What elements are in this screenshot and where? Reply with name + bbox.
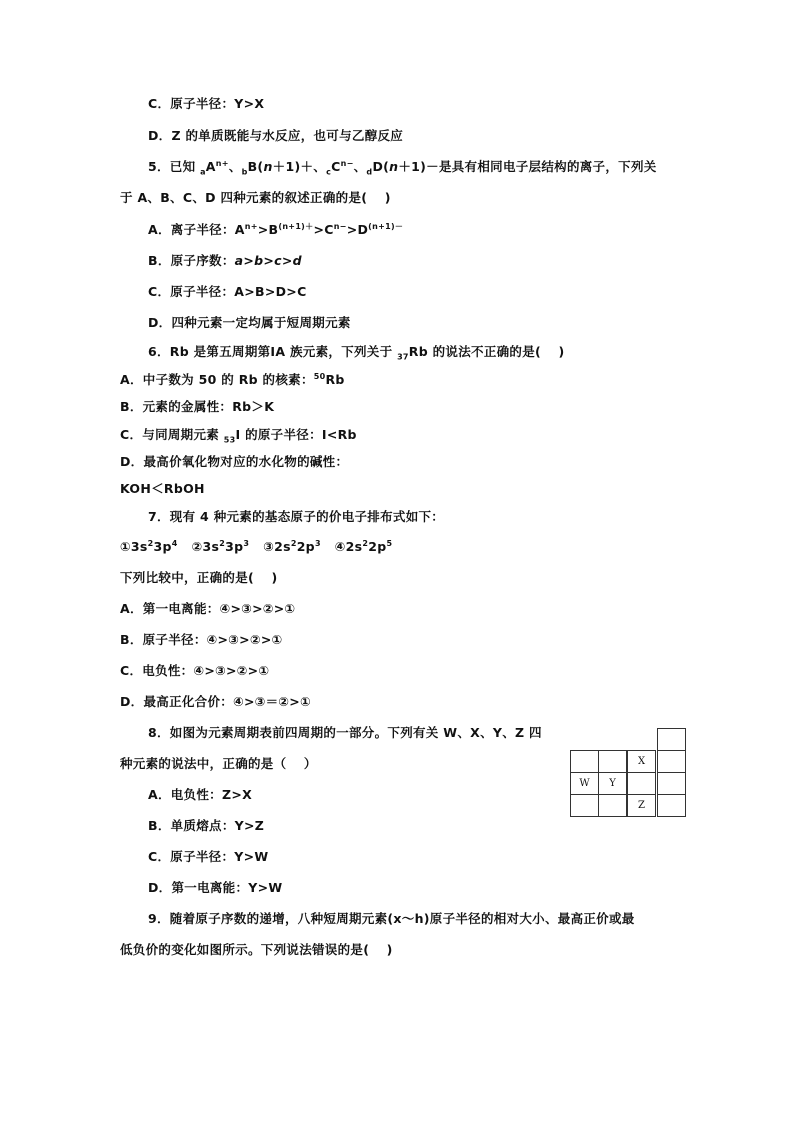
q6-option-b: B．元素的金属性：Rb＞K [120, 399, 275, 414]
table-cell [657, 794, 686, 817]
charge: n− [333, 221, 347, 231]
text: Rb 的说法不正确的是( ) [408, 344, 565, 359]
q6-option-c [120, 426, 357, 444]
q5-d-subscript: d [366, 167, 373, 177]
text: >C [313, 222, 334, 237]
q5-c-symbol: C [331, 159, 341, 174]
text: >D [346, 222, 369, 237]
table-cell-x: X [627, 750, 656, 773]
text: A．离子半径：A [148, 222, 245, 237]
periodic-table-fragment [570, 728, 686, 818]
q6-option-a [120, 371, 345, 389]
q6-option-d: D．最高价氧化物对应的水化物的碱性： [120, 454, 349, 469]
atomic-number: 37 [397, 352, 409, 362]
q8-option-b: B．单质熔点：Y>Z [148, 818, 265, 833]
text: >B [257, 222, 279, 237]
table-cell [570, 750, 599, 773]
q9-stem-line1: 9．随着原子序数的递增，八种短周期元素(x～h)原子半径的相对大小、最高正价或最 [148, 911, 635, 926]
text: C．与同周期元素 [120, 427, 224, 442]
q7-configurations [120, 538, 392, 556]
charge: (n+1)＋ [278, 221, 314, 231]
q5-b-n: n [263, 159, 273, 174]
q8-stem-line1: 8．如图为元素周期表前四周期的一部分。下列有关 W、X、Y、Z 四 [148, 725, 542, 740]
q5-option-a [148, 221, 403, 239]
charge: n+ [244, 221, 258, 231]
q5-option-b [148, 252, 302, 270]
table-cell [570, 794, 599, 817]
q5-sep: 、 [353, 159, 367, 174]
config-3: $③2s^22p^3$ [263, 538, 321, 554]
q8-option-c: C．原子半径：Y>W [148, 849, 269, 864]
q5-a-charge: n+ [215, 158, 229, 168]
table-cell [598, 750, 627, 773]
table-cell [598, 794, 627, 817]
q7-option-c: C．电负性：④>③>②>① [120, 663, 270, 678]
q5-option-c: C．原子半径：A>B>D>C [148, 284, 307, 299]
table-cell [657, 728, 686, 751]
q8-option-d: D．第一电离能：Y>W [148, 880, 283, 895]
q5-c-subscript: c [326, 167, 332, 177]
q5-a-symbol: A [205, 159, 216, 174]
q4-option-d: D．Z 的单质既能与水反应，也可与乙醇反应 [148, 128, 404, 143]
mass-number: 50 [313, 371, 326, 381]
q5-stem-text: 5．已知 [148, 159, 201, 174]
table-cell-y: Y [598, 772, 627, 795]
config-1: $①3s^23p^4$ [120, 538, 178, 554]
q5-d-charge: ＋1)－是具有相同电子层结构的离子，下列关 [398, 159, 657, 174]
q5-sep: 、 [228, 159, 242, 174]
q5-b-symbol: B( [247, 159, 264, 174]
q6-option-d-cont: KOH＜RbOH [120, 481, 205, 496]
q8-stem-line2: 种元素的说法中，正确的是（ ） [120, 756, 317, 771]
table-cell [627, 772, 656, 795]
text: Rb [325, 372, 345, 387]
q5-b-charge: ＋1)＋、 [272, 159, 327, 174]
q7-option-a: A．第一电离能：④>③>②>① [120, 601, 296, 616]
q8-option-a: A．电负性：Z>X [148, 787, 253, 802]
order-expression: a>b>c>d [234, 253, 302, 268]
q5-option-d: D．四种元素一定均属于短周期元素 [148, 315, 351, 330]
atomic-number: 53 [223, 435, 236, 445]
q7-option-b: B．原子半径：④>③>②>① [120, 632, 283, 647]
q7-option-d: D．最高正化合价：④>③＝②>① [120, 694, 311, 709]
q5-stem-line2: 于 A、B、C、D 四种元素的叙述正确的是( ) [120, 190, 391, 205]
q5-d-symbol: D( [372, 159, 390, 174]
table-cell-z: Z [627, 794, 656, 817]
config-2: $②3s^23p^3$ [191, 538, 250, 554]
q5-c-charge: n− [340, 158, 354, 168]
table-cell [657, 772, 686, 795]
config-4: $④2s^22p^5$ [334, 538, 393, 554]
table-cell-w: W [570, 772, 599, 795]
text: A．中子数为 50 的 Rb 的核素： [120, 372, 314, 387]
q5-d-n: n [389, 159, 399, 174]
text: B．原子序数： [148, 253, 235, 268]
q6-stem [148, 343, 565, 361]
q7-stem: 7．现有 4 种元素的基态原子的价电子排布式如下： [148, 509, 445, 524]
text: I 的原子半径：I<Rb [235, 427, 357, 442]
table-cell [657, 750, 686, 773]
q5-b-subscript: b [241, 167, 248, 177]
charge: (n+1)－ [368, 221, 404, 231]
text: 6．Rb 是第五周期第ⅠA 族元素，下列关于 [148, 344, 398, 359]
q5-stem-line1 [148, 158, 657, 176]
q5-a-subscript: a [200, 167, 206, 177]
q4-option-c: C．原子半径：Y>X [148, 96, 265, 111]
q9-stem-line2: 低负价的变化如图所示。下列说法错误的是( ) [120, 942, 393, 957]
q7-ask: 下列比较中，正确的是( ) [120, 570, 278, 585]
